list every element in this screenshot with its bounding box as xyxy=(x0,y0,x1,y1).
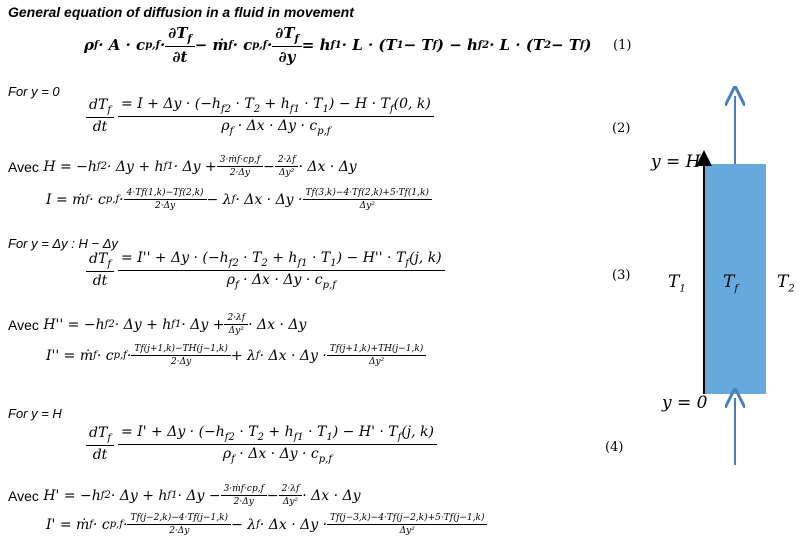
definition-i-prime: I' = ṁ f · c p,f · $\frac{Tf(j-2,k)-4\cdot Tf(j-1,k)}{2\cdot\Delta y}$ − λ f · Δx · Δy · $\frac{Tf(j-3,k)-4\cdot Tf(j-2,k)+5\cdot Tf(j-1,k)}{\text{Δy²}}$ xyxy=(46,513,487,536)
section-label-yh: For y = H xyxy=(8,406,62,421)
y-top-label: y = H xyxy=(651,152,701,172)
equation-number-3: (3) xyxy=(612,268,631,283)
equation-3: $\frac{dT_f}{dt}$ $\frac{= I'' + \Delta y \cdot (-h_{f2} \cdot T_2 + h_{f1} \cdot T_1) - H'' \cdot T_f(j, k)}{\rho_f \cdot \Delta x \cdot \Delta y \cdot c_{p,f}}$ xyxy=(86,250,445,291)
definition-h-double-prime: Avec H'' = −h f2 · Δy + h f1 · Δy + $\frac{2\cdot\lambda f}{\text{Δy²}}$ · Δx · Δy xyxy=(8,313,307,336)
definition-h: Avec H = −h f2 · Δy + h f1 · Δy + $\frac{\text{3·ṁf·cp,f}}{2\cdot\Delta y}$ − $\frac{2\cdot\lambda f}{\text{Δy²}}$ · Δx · Δy xyxy=(8,155,357,178)
definition-i: I = ṁ f · c p,f · $\frac{4\cdot Tf(1,k)-Tf(2,k)}{2\cdot\Delta y}$ − λ f · Δx · Δy · $\frac{Tf(3,k)-4\cdot Tf(2,k)+5\cdot Tf(1,k)}{\text{Δy²}}$ xyxy=(46,188,432,211)
equation-number-1: (1) xyxy=(613,38,632,53)
tf-label: $T_f$ xyxy=(723,272,739,295)
y-bottom-label: y = 0 xyxy=(662,393,708,413)
section-label-dy: For y = Δy : H − Δy xyxy=(8,236,118,251)
definition-i-double-prime: I'' = ṁ f · c p,f · $\frac{Tf(j+1,k)-TH(j-1,k)}{2\cdot\Delta y}$ + λ f · Δx · Δy · $\frac{Tf(j+1,k)+TH(j-1,k)}{\text{Δy²}}$ xyxy=(46,344,426,367)
section-label-y0: For y = 0 xyxy=(8,84,60,99)
equation-number-2: (2) xyxy=(612,121,631,136)
equation-2: $\frac{dT_f}{dt}$ $\frac{= I + \Delta y \cdot (-h_{f2} \cdot T_2 + h_{f1} \cdot T_1) - H \cdot T_f(0, k)}{\rho_f \cdot \Delta x \cdot \Delta y \cdot c_{p,f}}$ xyxy=(86,96,434,137)
equation-1: ρ f · A · c p,f · $\frac{\partial T_f}{\partial t}$ − ṁ f · c p,f · $\frac{\partial T_f}{\partial y}$ = h f1 · L · (T 1 − T f ) − h f2 · L · (T 2 − T f ) xyxy=(84,24,592,66)
equation-number-4: (4) xyxy=(605,440,624,455)
t1-label: $T_1$ xyxy=(668,272,686,295)
definition-h-prime: Avec H' = −h f2 · Δy + h f1 · Δy − $\frac{\text{3·ṁf·cp,f}}{2\cdot\Delta y}$ − $\frac{2\cdot\lambda f}{\text{Δy²}}$ · Δx · Δy xyxy=(8,484,361,507)
page-title: General equation of diffusion in a fluid in movement xyxy=(8,4,354,20)
equation-4: $\frac{dT_f}{dt}$ $\frac{= I' + \Delta y \cdot (-h_{f2} \cdot T_2 + h_{f1} \cdot T_1) - H' \cdot T_f(j, k)}{\rho_f \cdot \Delta x \cdot \Delta y \cdot c_{p,f}}$ xyxy=(86,424,437,465)
t2-label: $T_2$ xyxy=(777,272,795,295)
